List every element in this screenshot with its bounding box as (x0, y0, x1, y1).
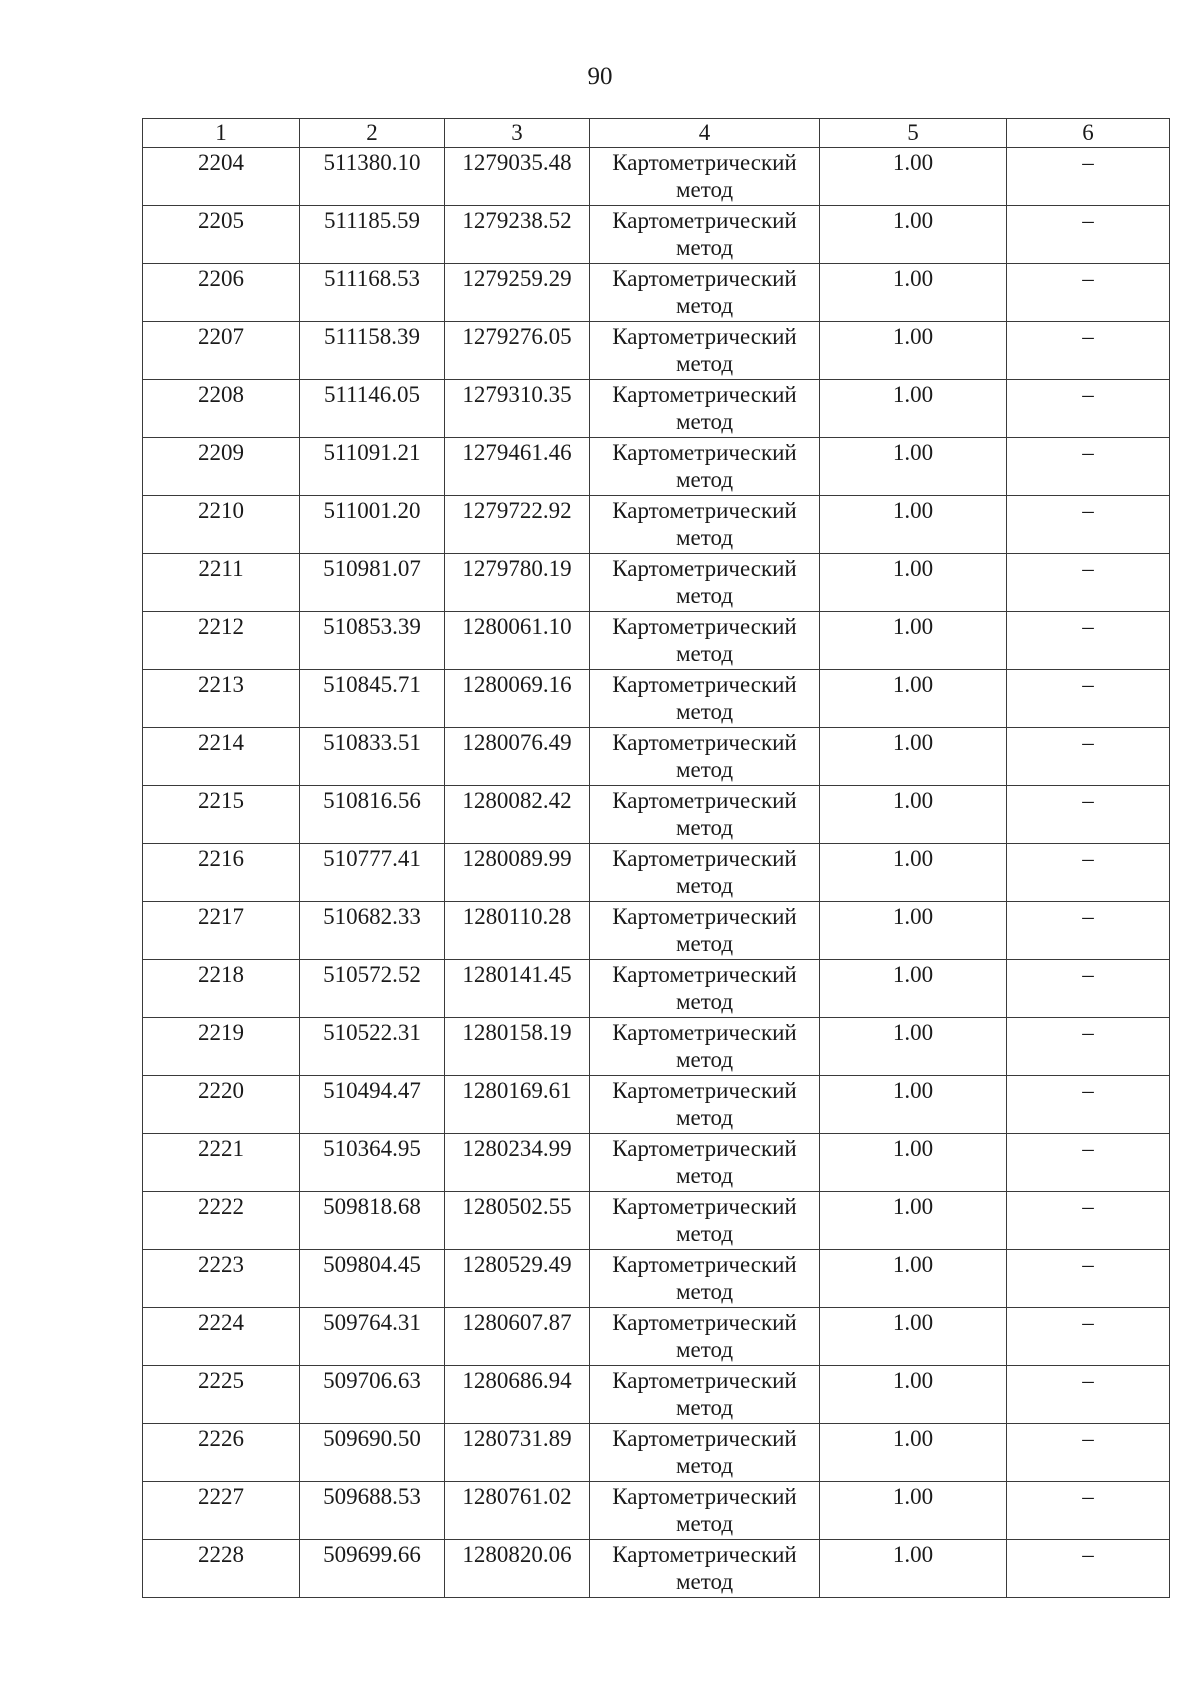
method-cell (590, 554, 820, 612)
method-cell (590, 1018, 820, 1076)
y-coordinate-cell: 1279035.48 (445, 148, 590, 206)
column-header: 5 (820, 119, 1007, 148)
table-row (143, 1424, 1170, 1482)
table-row (143, 1076, 1170, 1134)
method-text-line1: Картометрический (612, 614, 797, 639)
method-text-line2: метод (675, 989, 734, 1014)
y-coordinate-cell: 1280110.28 (445, 902, 590, 960)
method-text-line1: Картометрический (612, 1542, 797, 1567)
y-coordinate-cell: 1280061.10 (445, 612, 590, 670)
accuracy-cell: 1.00 (820, 380, 1007, 438)
method-text-line2: метод (675, 409, 734, 434)
method-text-line2: метод (675, 1569, 734, 1594)
method-text-line2: метод (675, 873, 734, 898)
method-text-line1: Картометрический (612, 1078, 797, 1103)
point-cell: 2221 (143, 1134, 300, 1192)
point-cell: 2217 (143, 902, 300, 960)
y-coordinate-cell: 1280158.19 (445, 1018, 590, 1076)
method-text-line1: Картометрический (612, 730, 797, 755)
point-cell: 2219 (143, 1018, 300, 1076)
method-text-line1: Картометрический (612, 266, 797, 291)
method-cell (590, 438, 820, 496)
method-text-line2: метод (675, 757, 734, 782)
accuracy-cell: 1.00 (820, 728, 1007, 786)
x-coordinate-cell: 509690.50 (300, 1424, 445, 1482)
accuracy-cell: 1.00 (820, 960, 1007, 1018)
column-header: 4 (590, 119, 820, 148)
method-cell (590, 1250, 820, 1308)
note-cell: – (1007, 612, 1170, 670)
x-coordinate-cell: 510833.51 (300, 728, 445, 786)
method-cell (590, 902, 820, 960)
method-cell (590, 380, 820, 438)
page-number: 90 (587, 63, 613, 90)
y-coordinate-cell: 1279259.29 (445, 264, 590, 322)
point-cell: 2216 (143, 844, 300, 902)
column-header: 3 (445, 119, 590, 148)
coordinates-table (142, 118, 1170, 1598)
method-text-line2: метод (675, 177, 734, 202)
point-cell: 2209 (143, 438, 300, 496)
x-coordinate-cell: 509699.66 (300, 1540, 445, 1598)
note-cell: – (1007, 844, 1170, 902)
y-coordinate-cell: 1280082.42 (445, 786, 590, 844)
method-text-line2: метод (675, 1163, 734, 1188)
accuracy-cell: 1.00 (820, 438, 1007, 496)
method-cell (590, 264, 820, 322)
method-text-line1: Картометрический (612, 1136, 797, 1161)
accuracy-cell: 1.00 (820, 670, 1007, 728)
method-cell (590, 786, 820, 844)
method-cell (590, 670, 820, 728)
method-text-line2: метод (675, 1395, 734, 1420)
method-text-line1: Картометрический (612, 788, 797, 813)
method-text-line1: Картометрический (612, 1368, 797, 1393)
method-text-line2: метод (675, 1105, 734, 1130)
point-cell: 2228 (143, 1540, 300, 1598)
table-row (143, 206, 1170, 264)
accuracy-cell: 1.00 (820, 1424, 1007, 1482)
method-cell (590, 1540, 820, 1598)
accuracy-cell: 1.00 (820, 844, 1007, 902)
method-text-line1: Картометрический (612, 208, 797, 233)
point-cell: 2215 (143, 786, 300, 844)
note-cell: – (1007, 670, 1170, 728)
note-cell: – (1007, 554, 1170, 612)
note-cell: – (1007, 322, 1170, 380)
note-cell: – (1007, 728, 1170, 786)
x-coordinate-cell: 510853.39 (300, 612, 445, 670)
method-cell (590, 1192, 820, 1250)
point-cell: 2226 (143, 1424, 300, 1482)
note-cell: – (1007, 786, 1170, 844)
table-header-row (143, 119, 1170, 148)
point-cell: 2218 (143, 960, 300, 1018)
point-cell: 2211 (143, 554, 300, 612)
accuracy-cell: 1.00 (820, 1192, 1007, 1250)
note-cell: – (1007, 1424, 1170, 1482)
y-coordinate-cell: 1279722.92 (445, 496, 590, 554)
method-text-line2: метод (675, 1453, 734, 1478)
note-cell: – (1007, 496, 1170, 554)
y-coordinate-cell: 1280761.02 (445, 1482, 590, 1540)
x-coordinate-cell: 510816.56 (300, 786, 445, 844)
point-cell: 2208 (143, 380, 300, 438)
table-row (143, 148, 1170, 206)
y-coordinate-cell: 1280069.16 (445, 670, 590, 728)
x-coordinate-cell: 510494.47 (300, 1076, 445, 1134)
method-cell (590, 322, 820, 380)
method-text-line1: Картометрический (612, 672, 797, 697)
method-cell (590, 728, 820, 786)
y-coordinate-cell: 1279461.46 (445, 438, 590, 496)
method-text-line1: Картометрический (612, 1252, 797, 1277)
accuracy-cell: 1.00 (820, 1134, 1007, 1192)
x-coordinate-cell: 510981.07 (300, 554, 445, 612)
x-coordinate-cell: 509706.63 (300, 1366, 445, 1424)
accuracy-cell: 1.00 (820, 496, 1007, 554)
point-cell: 2205 (143, 206, 300, 264)
method-text-line1: Картометрический (612, 498, 797, 523)
method-cell (590, 1308, 820, 1366)
point-cell: 2212 (143, 612, 300, 670)
note-cell: – (1007, 960, 1170, 1018)
method-text-line2: метод (675, 525, 734, 550)
point-cell: 2222 (143, 1192, 300, 1250)
method-text-line2: метод (675, 351, 734, 376)
x-coordinate-cell: 509818.68 (300, 1192, 445, 1250)
method-text-line1: Картометрический (612, 556, 797, 581)
note-cell: – (1007, 206, 1170, 264)
accuracy-cell: 1.00 (820, 1366, 1007, 1424)
table-row (143, 322, 1170, 380)
point-cell: 2204 (143, 148, 300, 206)
y-coordinate-cell: 1280529.49 (445, 1250, 590, 1308)
method-text-line1: Картометрический (612, 1020, 797, 1045)
table-row (143, 902, 1170, 960)
point-cell: 2214 (143, 728, 300, 786)
method-text-line2: метод (675, 641, 734, 666)
table-body (143, 148, 1170, 1598)
method-text-line1: Картометрический (612, 382, 797, 407)
accuracy-cell: 1.00 (820, 1018, 1007, 1076)
method-text-line2: метод (675, 1511, 734, 1536)
point-cell: 2210 (143, 496, 300, 554)
note-cell: – (1007, 1482, 1170, 1540)
accuracy-cell: 1.00 (820, 1482, 1007, 1540)
table-row (143, 1482, 1170, 1540)
note-cell: – (1007, 1018, 1170, 1076)
table-row (143, 438, 1170, 496)
table-row (143, 1308, 1170, 1366)
x-coordinate-cell: 511091.21 (300, 438, 445, 496)
x-coordinate-cell: 510845.71 (300, 670, 445, 728)
y-coordinate-cell: 1280141.45 (445, 960, 590, 1018)
table-row (143, 1250, 1170, 1308)
accuracy-cell: 1.00 (820, 612, 1007, 670)
accuracy-cell: 1.00 (820, 786, 1007, 844)
method-cell (590, 1482, 820, 1540)
y-coordinate-cell: 1279276.05 (445, 322, 590, 380)
note-cell: – (1007, 264, 1170, 322)
method-text-line1: Картометрический (612, 440, 797, 465)
method-cell (590, 612, 820, 670)
method-text-line1: Картометрический (612, 846, 797, 871)
accuracy-cell: 1.00 (820, 148, 1007, 206)
accuracy-cell: 1.00 (820, 322, 1007, 380)
point-cell: 2206 (143, 264, 300, 322)
point-cell: 2223 (143, 1250, 300, 1308)
method-cell (590, 496, 820, 554)
x-coordinate-cell: 511380.10 (300, 148, 445, 206)
accuracy-cell: 1.00 (820, 1076, 1007, 1134)
table-row (143, 1018, 1170, 1076)
note-cell: – (1007, 148, 1170, 206)
method-cell (590, 1134, 820, 1192)
method-cell (590, 206, 820, 264)
table-row (143, 554, 1170, 612)
accuracy-cell: 1.00 (820, 206, 1007, 264)
point-cell: 2224 (143, 1308, 300, 1366)
method-cell (590, 1424, 820, 1482)
note-cell: – (1007, 1192, 1170, 1250)
y-coordinate-cell: 1280686.94 (445, 1366, 590, 1424)
accuracy-cell: 1.00 (820, 902, 1007, 960)
x-coordinate-cell: 509764.31 (300, 1308, 445, 1366)
note-cell: – (1007, 1076, 1170, 1134)
table-row (143, 844, 1170, 902)
y-coordinate-cell: 1280820.06 (445, 1540, 590, 1598)
method-text-line2: метод (675, 815, 734, 840)
method-text-line1: Картометрический (612, 324, 797, 349)
note-cell: – (1007, 1308, 1170, 1366)
note-cell: – (1007, 1134, 1170, 1192)
table-row (143, 1134, 1170, 1192)
table-row (143, 786, 1170, 844)
table-row (143, 612, 1170, 670)
note-cell: – (1007, 1540, 1170, 1598)
x-coordinate-cell: 509804.45 (300, 1250, 445, 1308)
y-coordinate-cell: 1280169.61 (445, 1076, 590, 1134)
y-coordinate-cell: 1280607.87 (445, 1308, 590, 1366)
method-text-line2: метод (675, 1337, 734, 1362)
method-text-line2: метод (675, 931, 734, 956)
x-coordinate-cell: 511158.39 (300, 322, 445, 380)
x-coordinate-cell: 510522.31 (300, 1018, 445, 1076)
accuracy-cell: 1.00 (820, 1250, 1007, 1308)
method-cell (590, 1366, 820, 1424)
method-cell (590, 844, 820, 902)
point-cell: 2220 (143, 1076, 300, 1134)
column-header: 2 (300, 119, 445, 148)
method-text-line2: метод (675, 1221, 734, 1246)
x-coordinate-cell: 511001.20 (300, 496, 445, 554)
point-cell: 2213 (143, 670, 300, 728)
y-coordinate-cell: 1280076.49 (445, 728, 590, 786)
table-row (143, 670, 1170, 728)
y-coordinate-cell: 1279310.35 (445, 380, 590, 438)
table-row (143, 960, 1170, 1018)
accuracy-cell: 1.00 (820, 1308, 1007, 1366)
method-text-line1: Картометрический (612, 962, 797, 987)
x-coordinate-cell: 510682.33 (300, 902, 445, 960)
table-row (143, 496, 1170, 554)
method-text-line1: Картометрический (612, 1426, 797, 1451)
note-cell: – (1007, 380, 1170, 438)
point-cell: 2227 (143, 1482, 300, 1540)
method-text-line2: метод (675, 293, 734, 318)
accuracy-cell: 1.00 (820, 554, 1007, 612)
method-cell (590, 148, 820, 206)
method-text-line2: метод (675, 235, 734, 260)
x-coordinate-cell: 510572.52 (300, 960, 445, 1018)
x-coordinate-cell: 510364.95 (300, 1134, 445, 1192)
method-text-line2: метод (675, 699, 734, 724)
table-row (143, 264, 1170, 322)
x-coordinate-cell: 511146.05 (300, 380, 445, 438)
method-cell (590, 960, 820, 1018)
method-text-line1: Картометрический (612, 1310, 797, 1335)
method-cell (590, 1076, 820, 1134)
y-coordinate-cell: 1280089.99 (445, 844, 590, 902)
y-coordinate-cell: 1280502.55 (445, 1192, 590, 1250)
method-text-line1: Картометрический (612, 1484, 797, 1509)
method-text-line2: метод (675, 583, 734, 608)
method-text-line2: метод (675, 467, 734, 492)
point-cell: 2225 (143, 1366, 300, 1424)
note-cell: – (1007, 438, 1170, 496)
method-text-line2: метод (675, 1047, 734, 1072)
y-coordinate-cell: 1280731.89 (445, 1424, 590, 1482)
column-header: 1 (143, 119, 300, 148)
table-row (143, 728, 1170, 786)
method-text-line2: метод (675, 1279, 734, 1304)
note-cell: – (1007, 1366, 1170, 1424)
y-coordinate-cell: 1280234.99 (445, 1134, 590, 1192)
point-cell: 2207 (143, 322, 300, 380)
method-text-line1: Картометрический (612, 1194, 797, 1219)
table-row (143, 1192, 1170, 1250)
method-text-line1: Картометрический (612, 904, 797, 929)
note-cell: – (1007, 902, 1170, 960)
accuracy-cell: 1.00 (820, 264, 1007, 322)
table-row (143, 1540, 1170, 1598)
x-coordinate-cell: 509688.53 (300, 1482, 445, 1540)
method-text-line1: Картометрический (612, 150, 797, 175)
x-coordinate-cell: 511168.53 (300, 264, 445, 322)
y-coordinate-cell: 1279780.19 (445, 554, 590, 612)
column-header: 6 (1007, 119, 1170, 148)
x-coordinate-cell: 511185.59 (300, 206, 445, 264)
table-row (143, 1366, 1170, 1424)
y-coordinate-cell: 1279238.52 (445, 206, 590, 264)
accuracy-cell: 1.00 (820, 1540, 1007, 1598)
x-coordinate-cell: 510777.41 (300, 844, 445, 902)
note-cell: – (1007, 1250, 1170, 1308)
table-row (143, 380, 1170, 438)
